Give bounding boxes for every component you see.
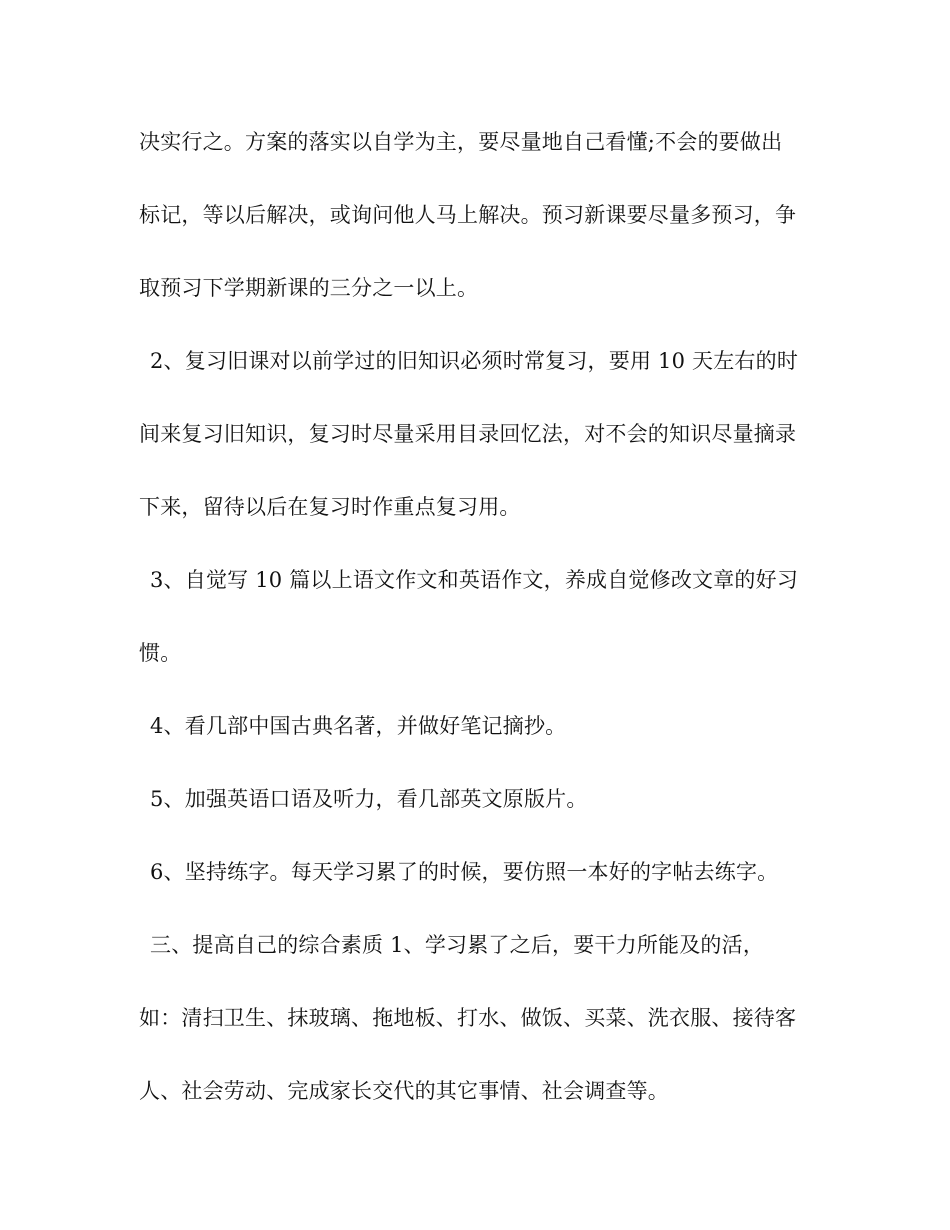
- list-item-5: 5、加强英语口语及听力，看几部英文原版片。: [150, 787, 588, 811]
- section-three-line-2: 如：清扫卫生、抹玻璃、拖地板、打水、做饭、买菜、洗衣服、接待客: [139, 1006, 797, 1030]
- text-line-3: 取预习下学期新课的三分之一以上。: [139, 276, 479, 300]
- list-item-3-line-1: 3、自觉写 10 篇以上语文作文和英语作文，养成自觉修改文章的好习: [150, 568, 799, 592]
- list-item-2-line-1: 2、复习旧课对以前学过的旧知识必须时常复习，要用 10 天左右的时: [150, 349, 799, 373]
- list-item-2-line-3: 下来，留待以后在复习时作重点复习用。: [139, 495, 521, 519]
- list-item-6: 6、坚持练字。每天学习累了的时候，要仿照一本好的字帖去练字。: [150, 860, 779, 884]
- section-three-line-3: 人、社会劳动、完成家长交代的其它事情、社会调查等。: [139, 1079, 669, 1103]
- list-item-3-line-2: 惯。: [139, 641, 182, 665]
- list-item-4: 4、看几部中国古典名著，并做好笔记摘抄。: [150, 714, 567, 738]
- section-three-line-1: 三、提高自己的综合素质 1、学习累了之后，要干力所能及的活，: [150, 933, 765, 957]
- text-line-1: 决实行之。方案的落实以自学为主，要尽量地自己看懂;不会的要做出: [139, 130, 783, 154]
- text-line-2: 标记，等以后解决，或询问他人马上解决。预习新课要尽量多预习，争: [139, 203, 797, 227]
- list-item-2-line-2: 间来复习旧知识，复习时尽量采用目录回忆法，对不会的知识尽量摘录: [139, 422, 797, 446]
